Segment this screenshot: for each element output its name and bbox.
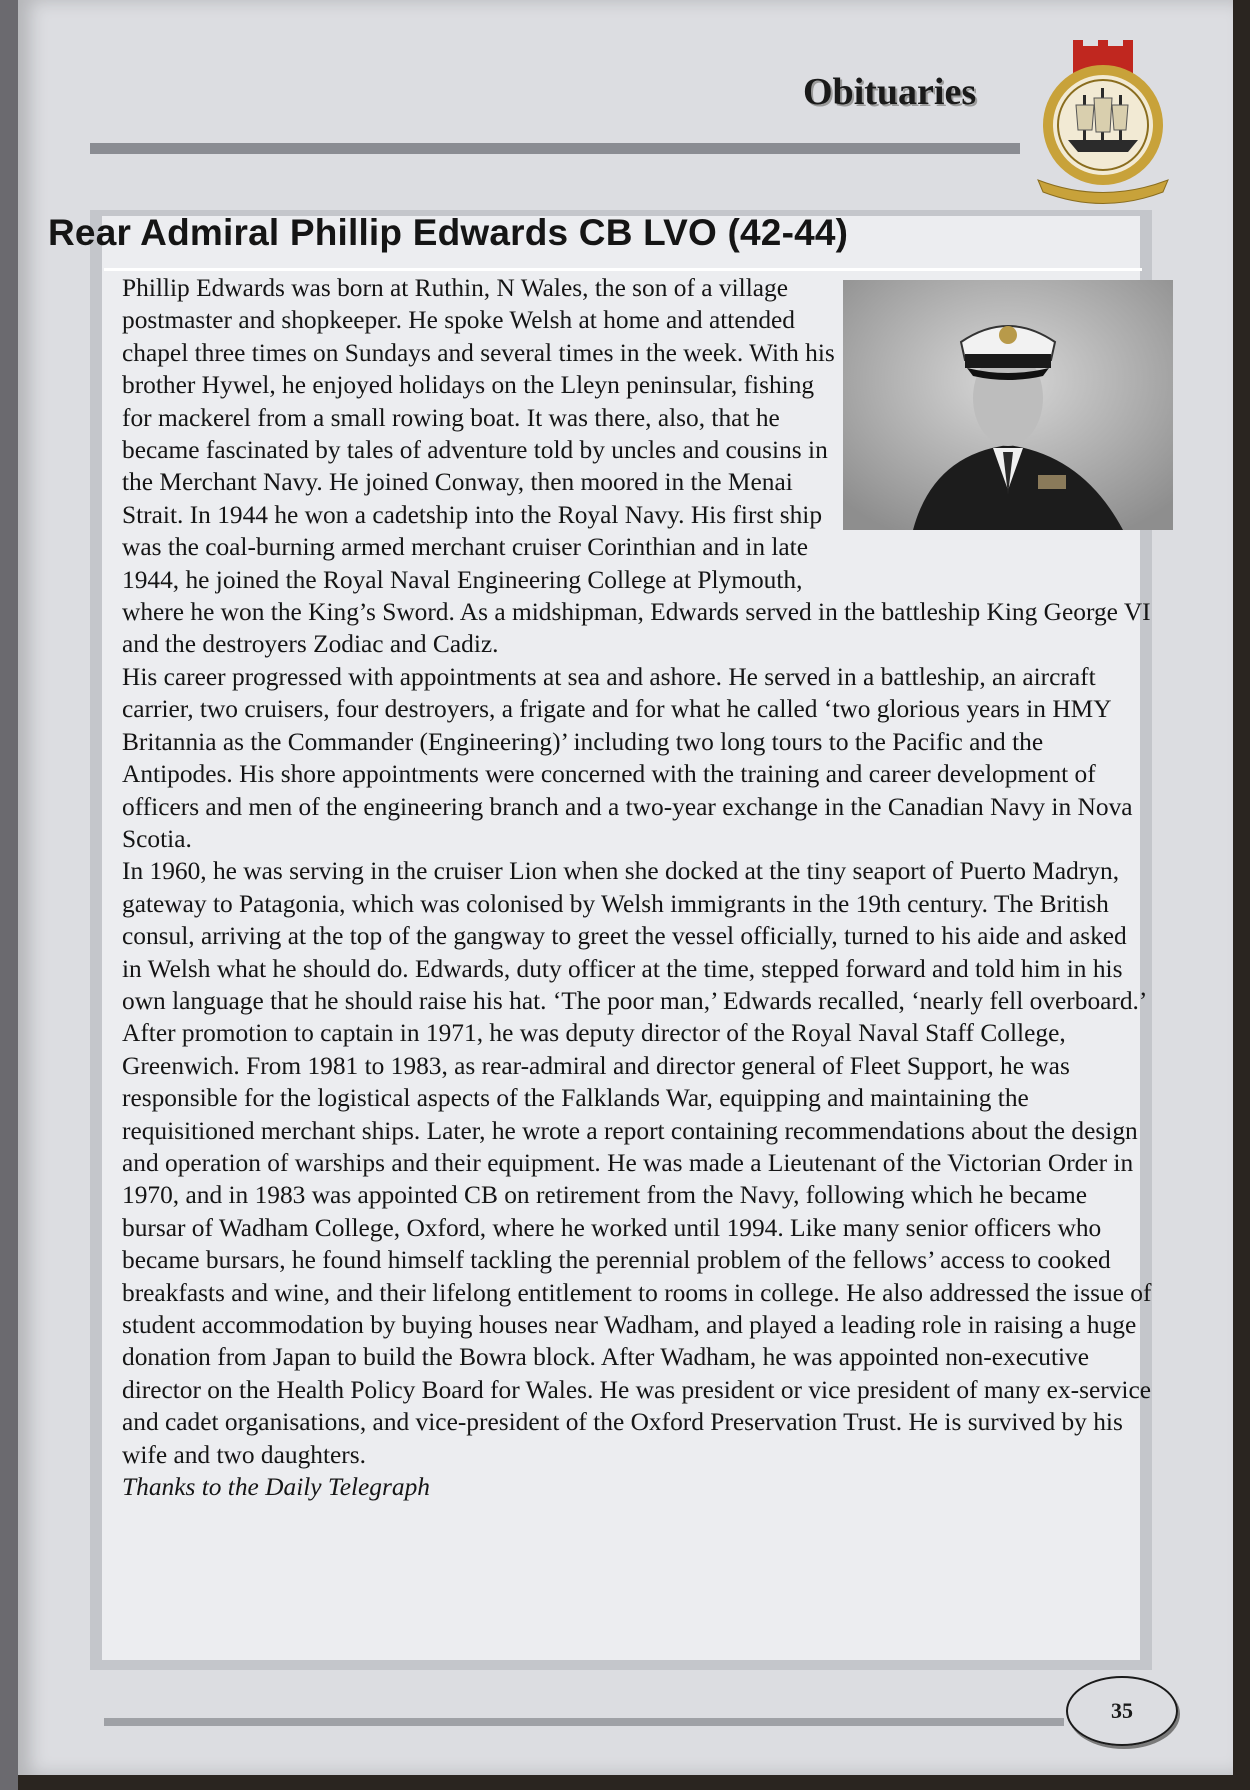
article-paragraph: In 1960, he was serving in the cruiser Lion when she docked at the tiny seaport of Puerto Madryn, gateway to Patagonia, which was colonised by Welsh immigrants in the 19th century. The British consul, arriving at the top of the gangway to greet the vessel officially, turned to his aide and asked in Welsh what he should do. Edwards, duty officer at the time, stepped forward and told him in his own language that he should raise his hat. ‘The poor man,’ Edwards recalled, ‘nearly fell overboard.’ xyxy=(122,857,1148,1015)
article-paragraph: His career progressed with appointments at sea and ashore. He served in a battleship, an aircraft carrier, two cruisers, four destroyers, a frigate and for what he called ‘two glorious years in HMY Britannia as the Commander (Engineering)’ including two long tours to the Pacific and the Antipodes. His shore appointments were concerned with the training and career development of officers and men of the engineering branch and a two-year exchange in the Canadian Navy in Nova Scotia. xyxy=(122,662,1133,853)
book-spine xyxy=(0,0,18,1790)
section-title: Obituaries xyxy=(803,71,977,113)
header-divider xyxy=(90,143,1020,154)
article-credit: Thanks to the Daily Telegraph xyxy=(122,1473,430,1502)
footer-divider xyxy=(104,1718,1064,1726)
article-paragraph: Phillip Edwards was born at Ruthin, N Wales, the son of a village postmaster and shopkeeper. He spoke Welsh at home and attended chapel three times on Sundays and several times in the week. With his brother Hywel, he enjoyed holidays on the Lleyn peninsular, fishing for mackerel from a small rowing boat. It was there, also, that he became fascinated by tales of adventure told by uncles and cousins in the Merchant Navy. He joined Conway, then moored in the Menai Strait. In 1944 he won a cadetship into the Royal Navy. His first ship was the coal-burning armed merchant cruiser Corinthian and in late 1944, he joined the Royal Naval Engineering College at Plymouth, where he won the King’s Sword. As a midshipman, Edwards served in the battleship King George VI and the destroyers Zodiac and Cadiz. xyxy=(122,274,1151,659)
headline-divider xyxy=(104,268,1142,271)
page xyxy=(18,0,1233,1775)
crest-logo xyxy=(1028,40,1178,205)
article-headline: Rear Admiral Phillip Edwards CB LVO (42-44) xyxy=(48,212,849,253)
photo-spacer xyxy=(836,272,1152,564)
page-number: 35 xyxy=(1066,1676,1178,1746)
article-paragraph: After promotion to captain in 1971, he was deputy director of the Royal Naval Staff College, Greenwich. From 1981 to 1983, as rear-admiral and director general of Fleet Support, he was responsible for the logistical aspects of the Falklands War, equipping and maintaining the requisitioned merchant ships. Later, he wrote a report containing recommendations about the design and operation of warships and their equipment. He was made a Lieutenant of the Victorian Order in 1970, and in 1983 was appointed CB on retirement from the Navy, following which he became bursar of Wadham College, Oxford, where he worked until 1994. Like many senior officers who became bursars, he found himself tackling the perennial problem of the fellows’ access to cooked breakfasts and wine, and their lifelong entitlement to rooms in college. He also addressed the issue of student accommodation by buying houses near Wadham, and played a leading role in raising a huge donation from Japan to build the Bowra block. After Wadham, he was appointed non-executive director on the Health Policy Board for Wales. He was president or vice president of many ex-service and cadet organisations, and vice-president of the Oxford Preservation Trust. He is survived by his wife and two daughters. xyxy=(122,1019,1152,1469)
article-body xyxy=(122,272,1152,1503)
